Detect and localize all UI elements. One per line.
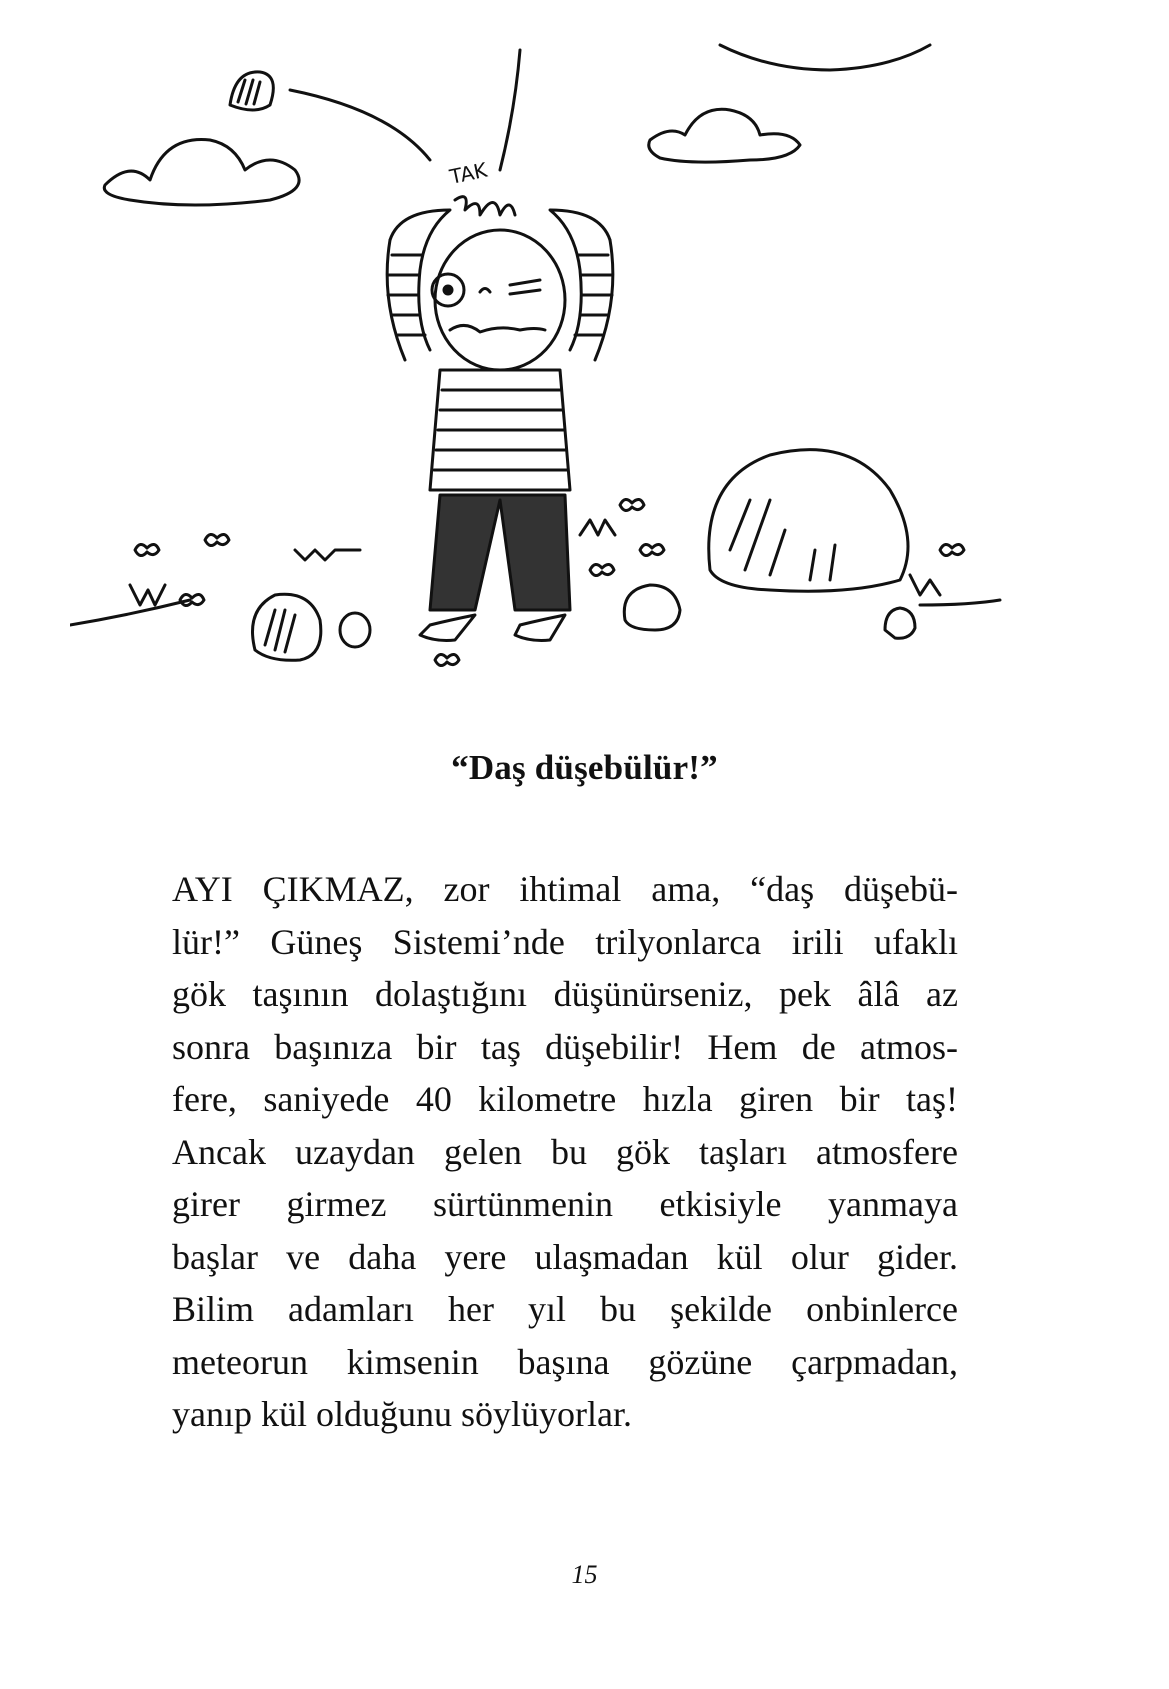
stone-trajectory (500, 50, 520, 170)
text-line: Ancak uzaydan gelen bu gök taşları atmosfere (172, 1131, 958, 1172)
text-line: Bilim adamları her yıl bu şekilde onbinlerce (172, 1289, 958, 1329)
text-line: gök taşının dolaştığını düşünürseniz, pek âlâ az (172, 974, 958, 1014)
cloud-icon (720, 45, 930, 70)
text-line: girer girmez sürtünmenin etkisiyle yanmaya (172, 1184, 958, 1224)
text-line: sonra başınıza bir taş düşebilir! Hem de atmos- (172, 1026, 958, 1067)
pebble-icon (253, 594, 321, 660)
text-line: lür!” Güneş Sistemi’nde trilyonlarca irili ufaklı (172, 921, 958, 962)
pebble-icon (624, 585, 680, 630)
sound-effect-text: TAK (447, 157, 490, 189)
falling-stone-icon (230, 72, 273, 110)
boulder-icon (709, 450, 908, 592)
ground-line (70, 600, 190, 625)
boy-figure-icon (387, 197, 613, 641)
text-line: fere, saniyede 40 kilometre hızla giren bir taş! (172, 1079, 958, 1119)
text-line: yanıp kül olduğunu söylüyorlar. (172, 1394, 632, 1434)
text-line: AYI ÇIKMAZ, zor ihtimal ama, “daş düşebü- (172, 869, 958, 909)
pebble-icon (340, 613, 370, 647)
illustration (70, 30, 1100, 730)
stone-trajectory (290, 90, 430, 160)
cloud-icon (104, 140, 299, 206)
figure-caption: “Daş düşebülür!” (451, 748, 718, 787)
body-paragraph (172, 863, 958, 1441)
boy-hit-by-stone-drawing (70, 30, 1100, 730)
ground-line (920, 600, 1000, 605)
page-number: 15 (571, 1560, 598, 1589)
text-line: meteorun kimsenin başına gözüne çarpmadan, (172, 1341, 958, 1382)
pebble-icon (885, 608, 915, 638)
cloud-icon (649, 109, 800, 162)
text-line: başlar ve daha yere ulaşmadan kül olur gider. (172, 1236, 958, 1277)
